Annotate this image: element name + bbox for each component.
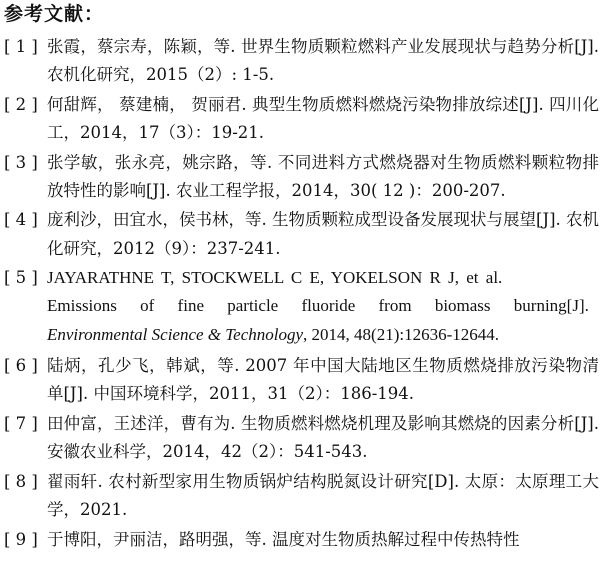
reference-text: 张霞，蔡宗寿，陈颖，等. 世界生物质颗粒燃料产业发展现状与趋势分析[J]. 农机化研究，2015（2）: 1-5.	[47, 37, 599, 85]
reference-number: [ 7 ]	[4, 413, 38, 433]
reference-number: [ 1 ]	[4, 37, 38, 56]
reference-authors: JAYARATHNE T, STOCKWELL C E, YOKELSON R J, et al.	[47, 268, 503, 288]
reference-number: [ 9 ]	[4, 529, 38, 549]
reference-item	[0, 410, 600, 466]
reference-text: 翟雨轩. 农村新型家用生物质锅炉结构脱氮设计研究[D]. 太原：太原理工大学，2021.	[47, 471, 599, 519]
reference-text: 何甜辉， 蔡建楠， 贺丽君. 典型生物质燃料燃烧污染物排放综述[J]. 四川化工，2014，17（3）：19-21.	[47, 94, 599, 142]
reference-source	[47, 321, 599, 349]
reference-text: 田仲富，王述洋，曹有为. 生物质燃料燃烧机理及影响其燃烧的因素分析[J]. 安徽农业科学，2014，42（2）：541-543.	[47, 413, 599, 462]
reference-item	[0, 352, 600, 408]
reference-item	[0, 206, 600, 262]
reference-item	[0, 468, 600, 524]
reference-number: [ 6 ]	[4, 356, 38, 376]
reference-title: Emissions of fine particle fluoride from biomass burning[J].	[47, 296, 589, 316]
reference-item	[0, 149, 600, 205]
reference-number: [ 8 ]	[4, 471, 38, 491]
reference-journal: Environmental Science & Technology	[47, 324, 304, 344]
reference-number: [ 3 ]	[4, 152, 38, 172]
reference-item	[0, 33, 600, 89]
reference-text: 庞利沙，田宜水，侯书林，等. 生物质颗粒成型设备发展现状与展望[J]. 农机化研究，2012（9）：237-241.	[47, 210, 599, 258]
reference-text	[47, 264, 599, 349]
reference-number: [ 4 ]	[4, 210, 38, 230]
reference-item	[0, 264, 600, 350]
reference-number: [ 5 ]	[4, 268, 38, 288]
reference-list	[0, 33, 600, 583]
reference-text: 张学敏，张永亮，姚宗路，等. 不同进料方式燃烧器对生物质燃料颗粒物排放特性的影响[J]. 农业工程学报，2014，30( 12 )：200-207.	[47, 152, 599, 200]
reference-item	[0, 91, 600, 147]
reference-number: [ 2 ]	[4, 94, 38, 114]
reference-volume: , 2014, 48(21):12636-12644.	[303, 324, 500, 344]
reference-text: 于博阳，尹丽洁，路明强，等. 温度对生物质热解过程中传热特性	[47, 529, 520, 549]
reference-text: 陆炳，孔少飞，韩斌，等. 2007 年中国大陆地区生物质燃烧排放污染物清单[J]. 中国环境科学，2011，31（2）：186-194.	[47, 356, 599, 404]
references-heading: 参考文献：	[4, 3, 105, 25]
reference-item	[0, 526, 600, 582]
